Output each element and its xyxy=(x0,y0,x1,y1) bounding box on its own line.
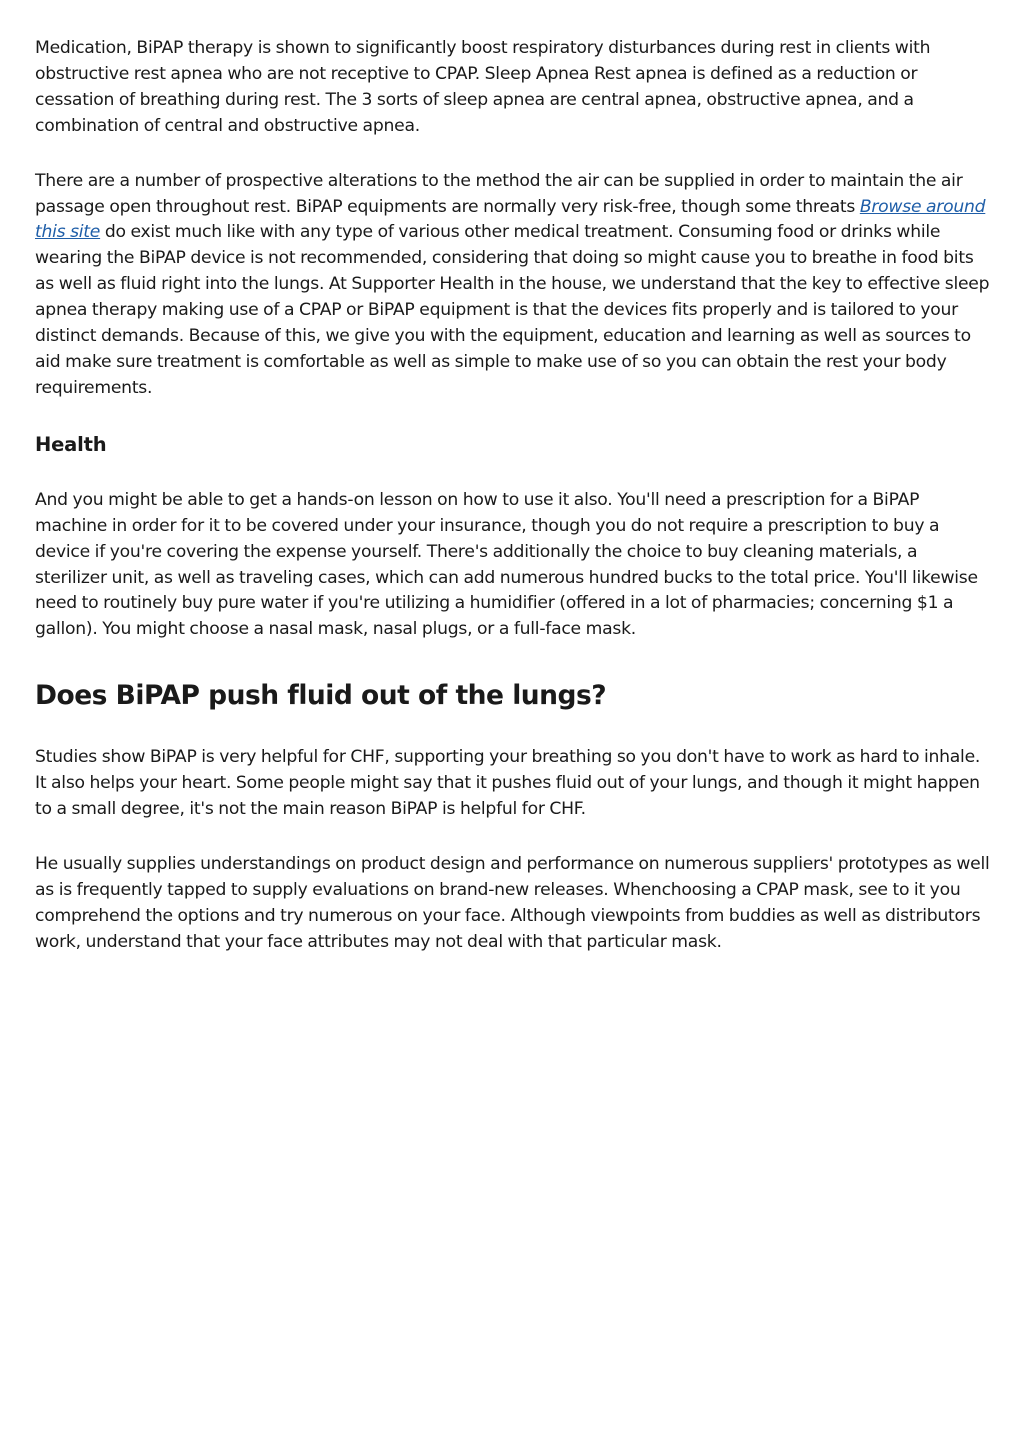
section-heading-bipap-fluid: Does BiPAP push fluid out of the lungs? xyxy=(35,680,607,712)
paragraph-medication: Medication, BiPAP therapy is shown to significantly boost respiratory disturbances during rest in clients with obstructive rest apnea who are not receptive to CPAP. Sleep Apnea Rest apnea is defined as a reduction or cessation of breathing during rest. The 3 sorts of sleep apnea are central apnea, obstructive apnea, and a combination of central and obstructive apnea. xyxy=(35,38,931,136)
paragraph-alterations-text-start: There are a number of prospective alterations to the method the air can be supplied in order to maintain the air passage open throughout rest. BiPAP equipments are normally very risk-free, though some threats xyxy=(35,170,963,217)
browse-around-this-site-link[interactable]: Browse around this site xyxy=(35,196,986,243)
section-heading-health: Health xyxy=(35,432,107,456)
paragraph-product-design: He usually supplies understandings on product design and performance on numerous suppliers' prototypes as well as is frequently tapped to supply evaluations on brand-new releases. Whenchoosing a CPAP mask, see to it you comprehend the options and try numerous on your face. Although viewpoints from buddies as well as distributors work, understand that your face attributes may not deal with that particular mask. xyxy=(35,853,990,952)
article-body xyxy=(35,36,993,956)
paragraph-alterations xyxy=(35,169,993,402)
paragraph-alterations-text-end: do exist much like with any type of various other medical treatment. Consuming food or drinks while wearing the BiPAP device is not recommended, considering that doing so might cause you to breathe in food bits as well as fluid right into the lungs. At Supporter Health in the house, we understand that the key to effective sleep apnea therapy making use of a CPAP or BiPAP equipment is that the devices fits properly and is tailored to your distinct demands. Because of this, we give you with the equipment, education and learning as well as sources to aid make sure treatment is comfortable as well as simple to make use of so you can obtain the rest your body requirements. xyxy=(35,222,990,398)
paragraph-hands-on-lesson: And you might be able to get a hands-on lesson on how to use it also. You'll need a prescription for a BiPAP machine in order for it to be covered under your insurance, though you do not require a prescription to buy a device if you're covering the expense yourself. There's additionally the choice to buy cleaning materials, a sterilizer unit, as well as traveling cases, which can add numerous hundred bucks to the total price. You'll likewise need to routinely buy pure water if you're utilizing a humidifier (offered in a lot of pharmacies; concerning $1 a gallon). You might choose a nasal mask, nasal plugs, or a full-face mask. xyxy=(35,489,978,640)
paragraph-studies: Studies show BiPAP is very helpful for CHF, supporting your breathing so you don't have to work as hard to inhale. It also helps your heart. Some people might say that it pushes fluid out of your lungs, and though it might happen to a small degree, it's not the main reason BiPAP is helpful for CHF. xyxy=(35,747,981,820)
